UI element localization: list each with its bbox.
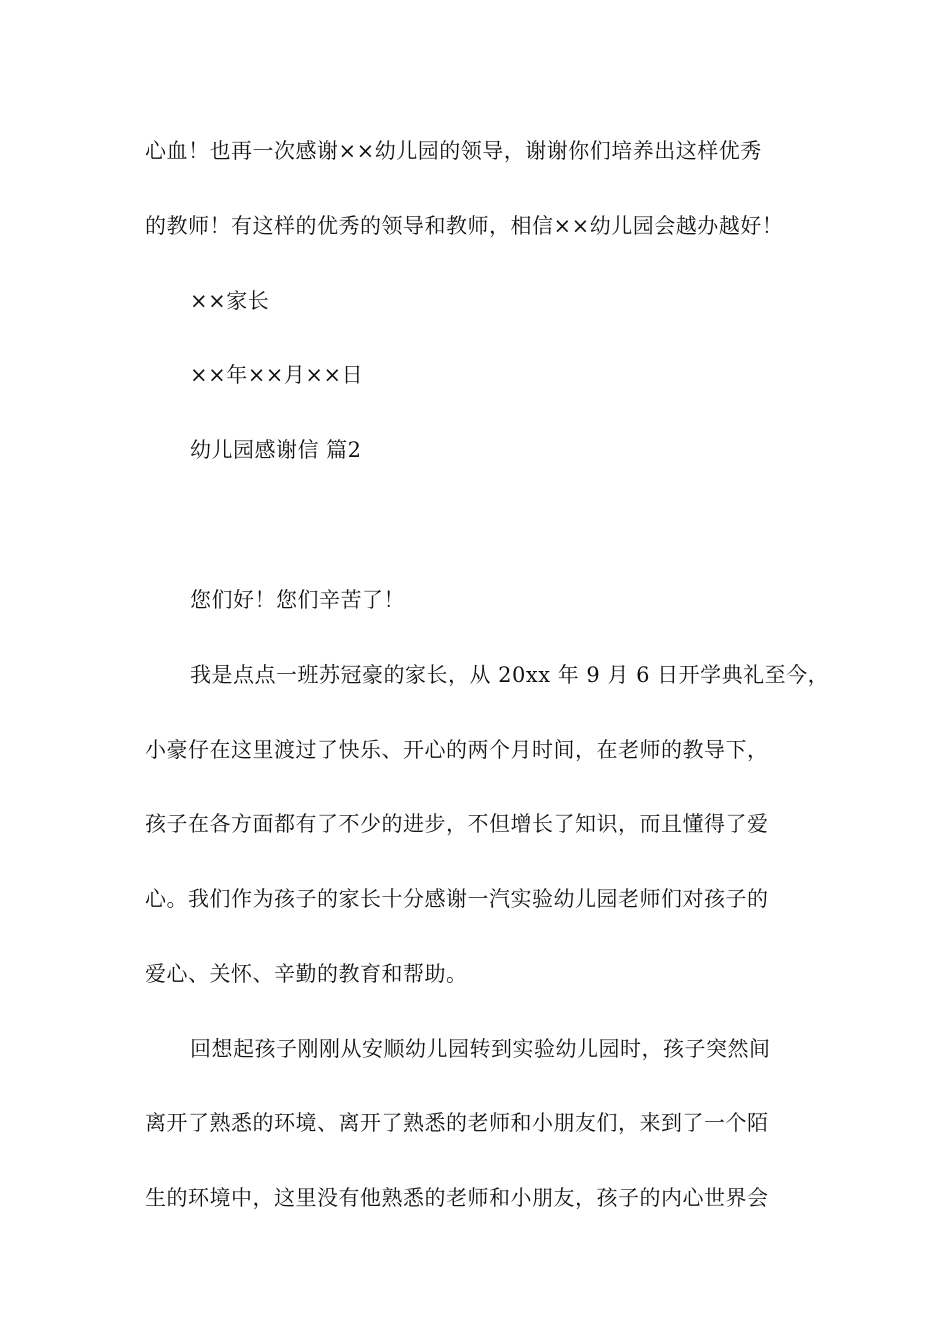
- paragraph-start-line: 回想起孩子刚刚从安顺幼儿园转到实验幼儿园时，孩子突然间: [190, 1037, 771, 1061]
- body-text-line: 小豪仔在这里渡过了快乐、开心的两个月时间，在老师的教导下，: [145, 738, 769, 762]
- greeting-line: 您们好！您们辛苦了！: [190, 588, 405, 612]
- body-text-line: 心。我们作为孩子的家长十分感谢一汽实验幼儿园老师们对孩子的: [145, 887, 769, 911]
- body-text-line: 心血！也再一次感谢××幼儿园的领导，谢谢你们培养出这样优秀: [145, 139, 762, 163]
- body-text-line: 离开了熟悉的环境、离开了熟悉的老师和小朋友们，来到了一个陌: [145, 1111, 769, 1135]
- body-text-line: 爱心、关怀、辛勤的教育和帮助。: [145, 962, 468, 986]
- signature-date: ××年××月××日: [190, 363, 364, 387]
- body-text-line: 的教师！有这样的优秀的领导和教师，相信××幼儿园会越办越好！: [145, 214, 784, 238]
- paragraph-start-line: 我是点点一班苏冠豪的家长，从 20xx 年 9 月 6 日开学典礼至今，: [190, 663, 830, 687]
- signature-parent: ××家长: [190, 289, 270, 313]
- section-heading: 幼儿园感谢信 篇2: [190, 438, 362, 462]
- body-text-line: 孩子在各方面都有了不少的进步，不但增长了知识，而且懂得了爱: [145, 812, 769, 836]
- body-text-line: 生的环境中，这里没有他熟悉的老师和小朋友，孩子的内心世界会: [145, 1186, 769, 1210]
